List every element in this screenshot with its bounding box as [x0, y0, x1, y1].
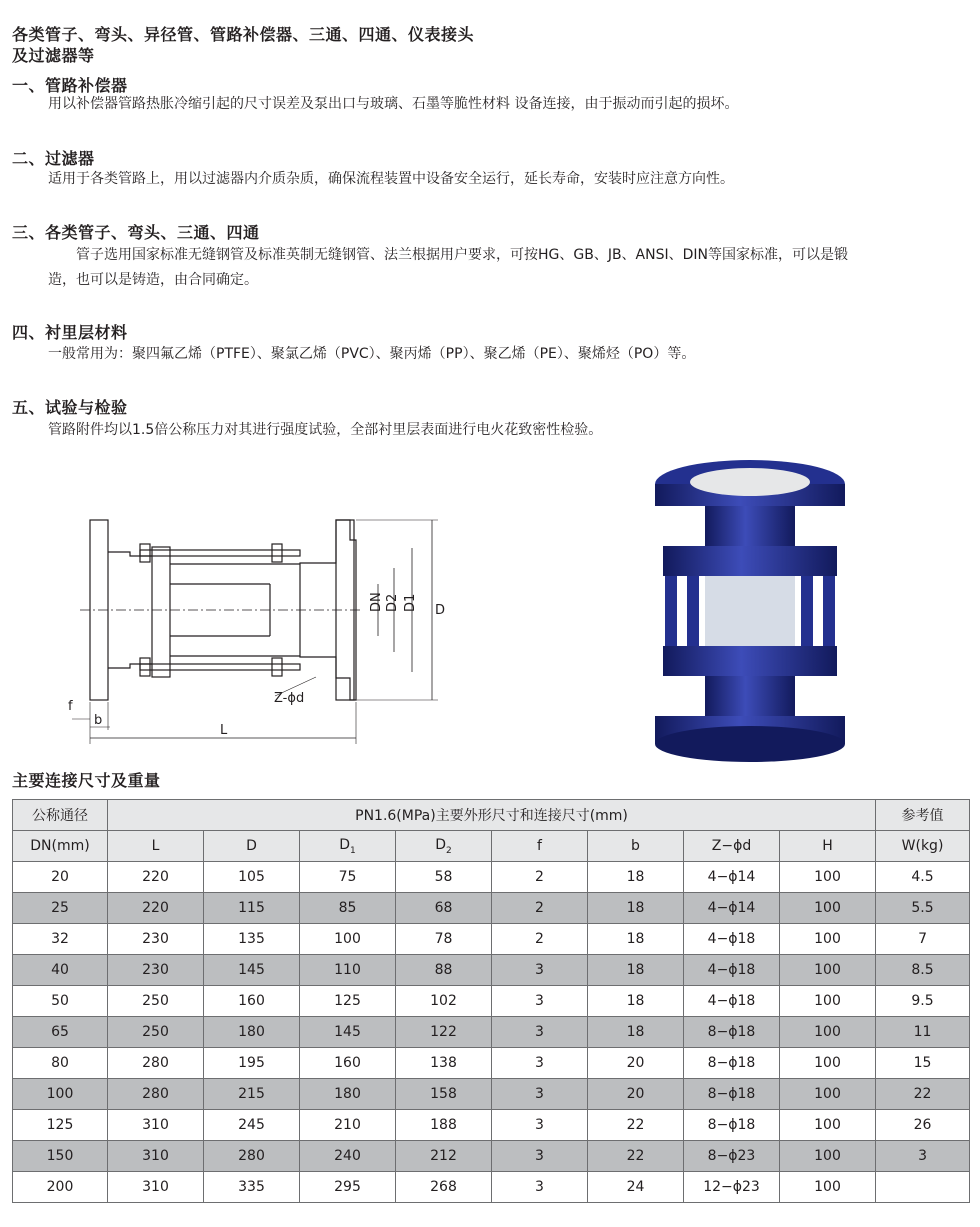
table-cell: 78 [396, 924, 492, 955]
table-cell: 220 [108, 862, 204, 893]
col-f: f [492, 831, 588, 862]
col-d1-sub: 1 [350, 845, 356, 856]
compensator-drawing [60, 512, 450, 752]
header-pn: PN1.6(MPa)主要外形尺寸和连接尺寸(mm) [108, 800, 876, 831]
table-cell: 245 [204, 1110, 300, 1141]
table-cell: 180 [300, 1079, 396, 1110]
table-title: 主要连接尺寸及重量 [12, 771, 161, 790]
table-cell: 310 [108, 1172, 204, 1203]
header-nominal: 公称通径 [13, 800, 108, 831]
table-cell: 2 [492, 893, 588, 924]
table-cell: 250 [108, 1017, 204, 1048]
table-cell: 8.5 [876, 955, 970, 986]
table-cell: 2 [492, 924, 588, 955]
col-d1 [300, 831, 396, 862]
nut-tl [140, 544, 150, 562]
table-cell: 3 [492, 955, 588, 986]
table-cell: 4−ϕ18 [684, 955, 780, 986]
table-cell: 215 [204, 1079, 300, 1110]
table-cell: 18 [588, 986, 684, 1017]
table-cell: 20 [588, 1048, 684, 1079]
table-cell: 22 [588, 1110, 684, 1141]
section-3-heading: 三、各类管子、弯头、三通、四通 [12, 223, 260, 242]
table-cell: 310 [108, 1141, 204, 1172]
table-cell: 2 [492, 862, 588, 893]
table-cell: 110 [300, 955, 396, 986]
table-cell: 158 [396, 1079, 492, 1110]
section-1-text: 用以补偿器管路热胀冷缩引起的尺寸误差及泵出口与玻璃、石墨等脆性材料 设备连接，由于振动而引起的损坏。 [48, 96, 739, 112]
lower-ring [663, 646, 837, 676]
label-l: L [220, 723, 228, 738]
table-cell: 100 [300, 924, 396, 955]
table-cell: 20 [13, 862, 108, 893]
col-d2-sub: 2 [446, 845, 452, 856]
header-ref: 参考值 [876, 800, 970, 831]
table-cell: 100 [780, 893, 876, 924]
table-row [13, 1141, 970, 1172]
table-cell: 3 [492, 1110, 588, 1141]
table-cell: 75 [300, 862, 396, 893]
table-cell: 9.5 [876, 986, 970, 1017]
table-cell: 4−ϕ18 [684, 986, 780, 1017]
table-cell: 32 [13, 924, 108, 955]
label-d2: D2 [385, 593, 400, 612]
section-1-heading: 一、管路补偿器 [12, 76, 128, 95]
table-row [13, 955, 970, 986]
table-cell: 8−ϕ18 [684, 1048, 780, 1079]
table-cell: 22 [588, 1141, 684, 1172]
col-d2 [396, 831, 492, 862]
table-row [13, 1017, 970, 1048]
header-row-1 [13, 800, 970, 831]
header-row-2 [13, 831, 970, 862]
nut-br [272, 658, 282, 676]
section-2-heading: 二、过滤器 [12, 149, 95, 168]
table-cell: 138 [396, 1048, 492, 1079]
table-cell: 280 [204, 1141, 300, 1172]
table-cell: 7 [876, 924, 970, 955]
table-cell: 100 [780, 1017, 876, 1048]
table-cell: 3 [492, 986, 588, 1017]
section-5-text: 管路附件均以1.5倍公称压力对其进行强度试验，全部衬里层表面进行电火花致密性检验。 [48, 422, 603, 438]
table-cell: 195 [204, 1048, 300, 1079]
label-z: Z-ϕd [274, 691, 305, 706]
table-cell: 125 [13, 1110, 108, 1141]
table-cell: 100 [780, 1110, 876, 1141]
table-cell: 5.5 [876, 893, 970, 924]
table-cell: 125 [300, 986, 396, 1017]
lower-neck [705, 676, 795, 716]
col-h: H [780, 831, 876, 862]
table-cell: 280 [108, 1048, 204, 1079]
table-cell: 8−ϕ18 [684, 1079, 780, 1110]
col-b: b [588, 831, 684, 862]
table-cell: 100 [780, 862, 876, 893]
sight-glass [705, 576, 795, 646]
table-cell: 115 [204, 893, 300, 924]
table-cell: 200 [13, 1172, 108, 1203]
table-cell: 220 [108, 893, 204, 924]
stud-top [140, 550, 300, 556]
label-dn: DN [369, 592, 384, 612]
table-cell: 280 [108, 1079, 204, 1110]
table-cell: 240 [300, 1141, 396, 1172]
nut-bl [140, 658, 150, 676]
table-row [13, 1172, 970, 1203]
table-cell: 22 [876, 1079, 970, 1110]
table-cell: 25 [13, 893, 108, 924]
table-cell: 160 [300, 1048, 396, 1079]
table-cell: 100 [780, 1141, 876, 1172]
table-cell: 3 [492, 1079, 588, 1110]
section-3-text: 管子选用国家标准无缝钢管及标准英制无缝钢管、法兰根据用户要求，可按HG、GB、JB、ANSI、DIN等国家标准，可以是锻造，也可以是铸造，由合同确定。 [48, 247, 849, 288]
table-row [13, 1079, 970, 1110]
table-cell: 85 [300, 893, 396, 924]
table-cell: 15 [876, 1048, 970, 1079]
table-cell: 8−ϕ18 [684, 1110, 780, 1141]
stud-bottom [140, 664, 300, 670]
table-cell: 230 [108, 924, 204, 955]
section-2-text: 适用于各类管路上，用以过滤器内介质杂质，确保流程装置中设备安全运行，延长寿命，安装时应注意方向性。 [48, 171, 734, 187]
table-cell: 80 [13, 1048, 108, 1079]
table-row [13, 893, 970, 924]
table-cell: 150 [13, 1141, 108, 1172]
label-d1: D1 [403, 593, 418, 612]
col-d1-main: D [339, 836, 351, 853]
table-cell: 65 [13, 1017, 108, 1048]
label-f: f [68, 699, 73, 714]
col-d: D [204, 831, 300, 862]
table-row [13, 1110, 970, 1141]
col-z: Z−ϕd [684, 831, 780, 862]
table-cell: 4−ϕ14 [684, 893, 780, 924]
table-cell: 88 [396, 955, 492, 986]
table-cell: 4−ϕ14 [684, 862, 780, 893]
table-cell: 105 [204, 862, 300, 893]
table-cell: 100 [780, 1079, 876, 1110]
table-cell: 68 [396, 893, 492, 924]
table-cell: 230 [108, 955, 204, 986]
upper-neck [705, 506, 795, 546]
table-cell: 3 [492, 1017, 588, 1048]
dimension-table [12, 799, 970, 1203]
table-cell: 212 [396, 1141, 492, 1172]
table-cell: 8−ϕ18 [684, 1017, 780, 1048]
table-cell: 135 [204, 924, 300, 955]
table-cell: 12−ϕ23 [684, 1172, 780, 1203]
page-title-line-1: 各类管子、弯头、异径管、管路补偿器、三通、四通、仪表接头 [12, 25, 475, 44]
table-cell: 145 [204, 955, 300, 986]
page-title [12, 24, 474, 66]
table-cell: 26 [876, 1110, 970, 1141]
table-cell: 100 [780, 1048, 876, 1079]
table-cell: 160 [204, 986, 300, 1017]
table-cell: 18 [588, 862, 684, 893]
label-b: b [94, 713, 103, 728]
product-photo [635, 458, 865, 768]
table-cell [876, 1172, 970, 1203]
table-cell: 18 [588, 893, 684, 924]
table-cell: 310 [108, 1110, 204, 1141]
col-dn: DN(mm) [13, 831, 108, 862]
table-cell: 20 [588, 1079, 684, 1110]
col-w: W(kg) [876, 831, 970, 862]
section-5-heading: 五、试验与检验 [12, 398, 128, 417]
section-4-text: 一般常用为：聚四氟乙烯（PTFE）、聚氯乙烯（PVC）、聚丙烯（PP）、聚乙烯（PE）、聚烯烃（PO）等。 [48, 346, 696, 362]
table-cell: 335 [204, 1172, 300, 1203]
table-row [13, 862, 970, 893]
table-cell: 40 [13, 955, 108, 986]
table-cell: 100 [780, 1172, 876, 1203]
col-d2-main: D [435, 836, 447, 853]
col-l: L [108, 831, 204, 862]
table-row [13, 986, 970, 1017]
table-cell: 210 [300, 1110, 396, 1141]
table-cell: 100 [13, 1079, 108, 1110]
page-title-line-2: 及过滤器等 [12, 46, 95, 65]
loose-flange [152, 547, 170, 677]
table-cell: 188 [396, 1110, 492, 1141]
label-d: D [435, 603, 446, 618]
section-4-heading: 四、衬里层材料 [12, 323, 128, 342]
table-cell: 18 [588, 924, 684, 955]
table-cell: 100 [780, 924, 876, 955]
table-cell: 24 [588, 1172, 684, 1203]
table-cell: 3 [492, 1172, 588, 1203]
table-cell: 50 [13, 986, 108, 1017]
table-cell: 4.5 [876, 862, 970, 893]
table-cell: 4−ϕ18 [684, 924, 780, 955]
table-row [13, 1048, 970, 1079]
table-cell: 180 [204, 1017, 300, 1048]
table-row [13, 924, 970, 955]
table-cell: 250 [108, 986, 204, 1017]
table-cell: 18 [588, 955, 684, 986]
table-cell: 3 [492, 1141, 588, 1172]
nut-tr [272, 544, 282, 562]
table-cell: 58 [396, 862, 492, 893]
upper-ring [663, 546, 837, 576]
table-cell: 11 [876, 1017, 970, 1048]
table-cell: 145 [300, 1017, 396, 1048]
table-cell: 100 [780, 955, 876, 986]
table-cell: 3 [492, 1048, 588, 1079]
table-cell: 8−ϕ23 [684, 1141, 780, 1172]
table-cell: 102 [396, 986, 492, 1017]
table-cell: 100 [780, 986, 876, 1017]
table-cell: 3 [876, 1141, 970, 1172]
table-cell: 268 [396, 1172, 492, 1203]
table-cell: 295 [300, 1172, 396, 1203]
table-cell: 18 [588, 1017, 684, 1048]
table-cell: 122 [396, 1017, 492, 1048]
